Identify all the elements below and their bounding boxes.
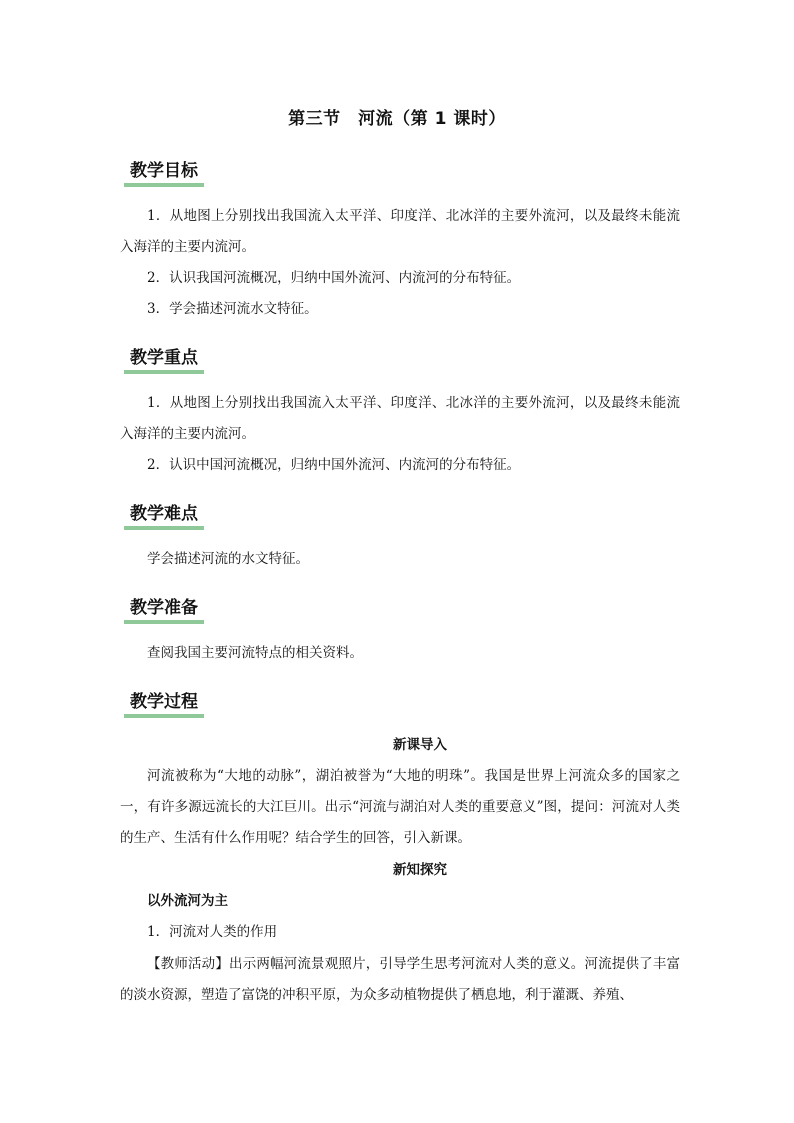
point-1: 1．河流对人类的作用 <box>147 924 278 940</box>
activity-text: 出示两幅河流景观照片，引导学生思考河流对人类的意义。河流提供了丰富的淡水资源，塑造了富饶的冲积平原，为众多动植物提供了栖息地，利于灌溉、养殖、 <box>120 956 681 1003</box>
objective-item-1: 1．从地图上分别找出我国流入太平洋、印度洋、北冰洋的主要外流河，以及最终未能流入海洋的主要内流河。 <box>120 208 680 255</box>
activity-paragraph <box>120 949 680 1011</box>
objective-item-3: 3．学会描述河流水文特征。 <box>147 301 318 317</box>
intro-title: 新课导入 <box>393 737 447 753</box>
subheading: 以外流河为主 <box>147 893 228 909</box>
key-point-item-1: 1．从地图上分别找出我国流入太平洋、印度洋、北冰洋的主要外流河，以及最终未能流入海洋的主要内流河。 <box>120 395 680 442</box>
page-title: 第三节 河流（第 1 课时） <box>288 109 506 129</box>
section-heading-preparation: 教学准备 <box>124 597 204 624</box>
key-point-item-2: 2．认识中国河流概况，归纳中国外流河、内流河的分布特征。 <box>147 457 521 473</box>
difficulty-text: 学会描述河流的水文特征。 <box>147 551 309 567</box>
section-heading-process: 教学过程 <box>124 691 204 718</box>
section-heading-key-points: 教学重点 <box>124 347 204 374</box>
section-heading-objectives: 教学目标 <box>124 160 204 187</box>
objective-item-2: 2．认识我国河流概况，归纳中国外流河、内流河的分布特征。 <box>147 270 521 286</box>
intro-text: 河流被称为“大地的动脉”，湖泊被誉为“大地的明珠”。我国是世界上河流众多的国家之一，有许多源远流长的大江巨川。出示“河流与湖泊对人类的重要意义”图，提问：河流对人类的生产、生活有什么作用呢？结合学生的回答，引入新课。 <box>120 768 680 846</box>
preparation-text: 查阅我国主要河流特点的相关资料。 <box>147 645 363 661</box>
section-heading-difficulties: 教学难点 <box>124 503 204 530</box>
explore-title: 新知探究 <box>393 862 447 878</box>
activity-tag: 【教师活动】 <box>147 956 230 972</box>
